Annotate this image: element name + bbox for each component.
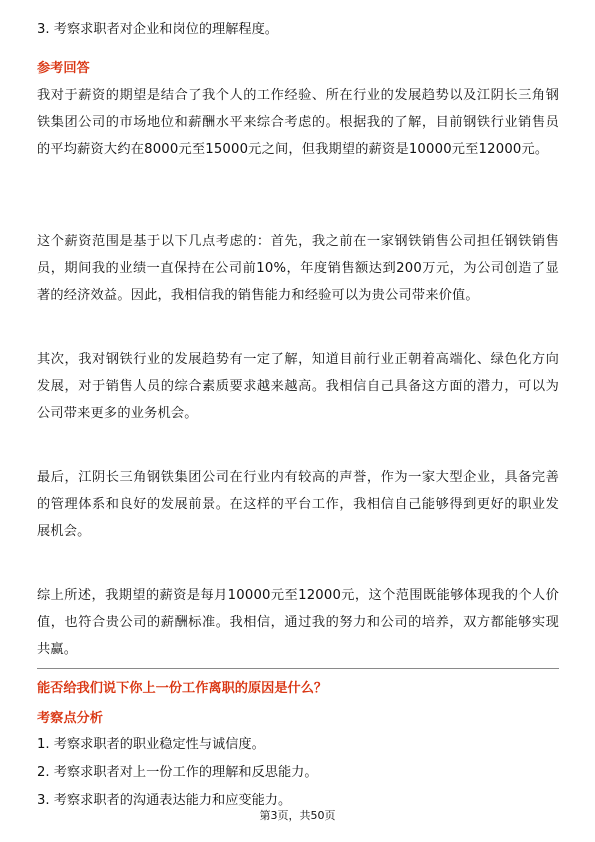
question-heading: 能否给我们说下你上一份工作离职的原因是什么？ — [37, 681, 328, 696]
section-divider — [37, 668, 559, 669]
answer-paragraph-1: 我对于薪资的期望是结合了我个人的工作经验、所在行业的发展趋势以及江阴长三角钢铁集团公司的市场地位和薪酬水平来综合考虑的。根据我的了解，目前钢铁行业销售员的平均薪资大约在8000元至15000元之间，但我期望的薪资是10000元至12000元。 — [37, 88, 559, 157]
answer-paragraph-3: 其次，我对钢铁行业的发展趋势有一定了解，知道目前行业正朝着高端化、绿色化方向发展，对于销售人员的综合素质要求越来越高。我相信自己具备这方面的潜力，可以为公司带来更多的业务机会。 — [37, 352, 559, 421]
analysis-item-2: 2. 考察求职者对上一份工作的理解和反思能力。 — [37, 765, 318, 780]
answer-paragraph-4: 最后，江阴长三角钢铁集团公司在行业内有较高的声誉，作为一家大型企业，具备完善的管理体系和良好的发展前景。在这样的平台工作，我相信自己能够得到更好的职业发展机会。 — [37, 470, 559, 539]
page-number: 第3页，共50页 — [259, 809, 336, 822]
answer-paragraph-5: 综上所述，我期望的薪资是每月10000元至12000元，这个范围既能够体现我的个人价值，也符合贵公司的薪酬标准。我相信，通过我的努力和公司的培养，双方都能够实现共赢。 — [37, 588, 559, 657]
answer-heading: 参考回答 — [37, 61, 90, 76]
answer-paragraph-2: 这个薪资范围是基于以下几点考虑的：首先，我之前在一家钢铁销售公司担任钢铁销售员，期间我的业绩一直保持在公司前10%，年度销售额达到200万元，为公司创造了显著的经济效益。因此，我相信我的销售能力和经验可以为贵公司带来价值。 — [37, 234, 559, 303]
analysis-item-1: 1. 考察求职者的职业稳定性与诚信度。 — [37, 737, 265, 752]
criteria-item-3: 3. 考察求职者对企业和岗位的理解程度。 — [37, 22, 278, 37]
analysis-item-3: 3. 考察求职者的沟通表达能力和应变能力。 — [37, 793, 292, 808]
analysis-heading: 考察点分析 — [37, 711, 103, 726]
